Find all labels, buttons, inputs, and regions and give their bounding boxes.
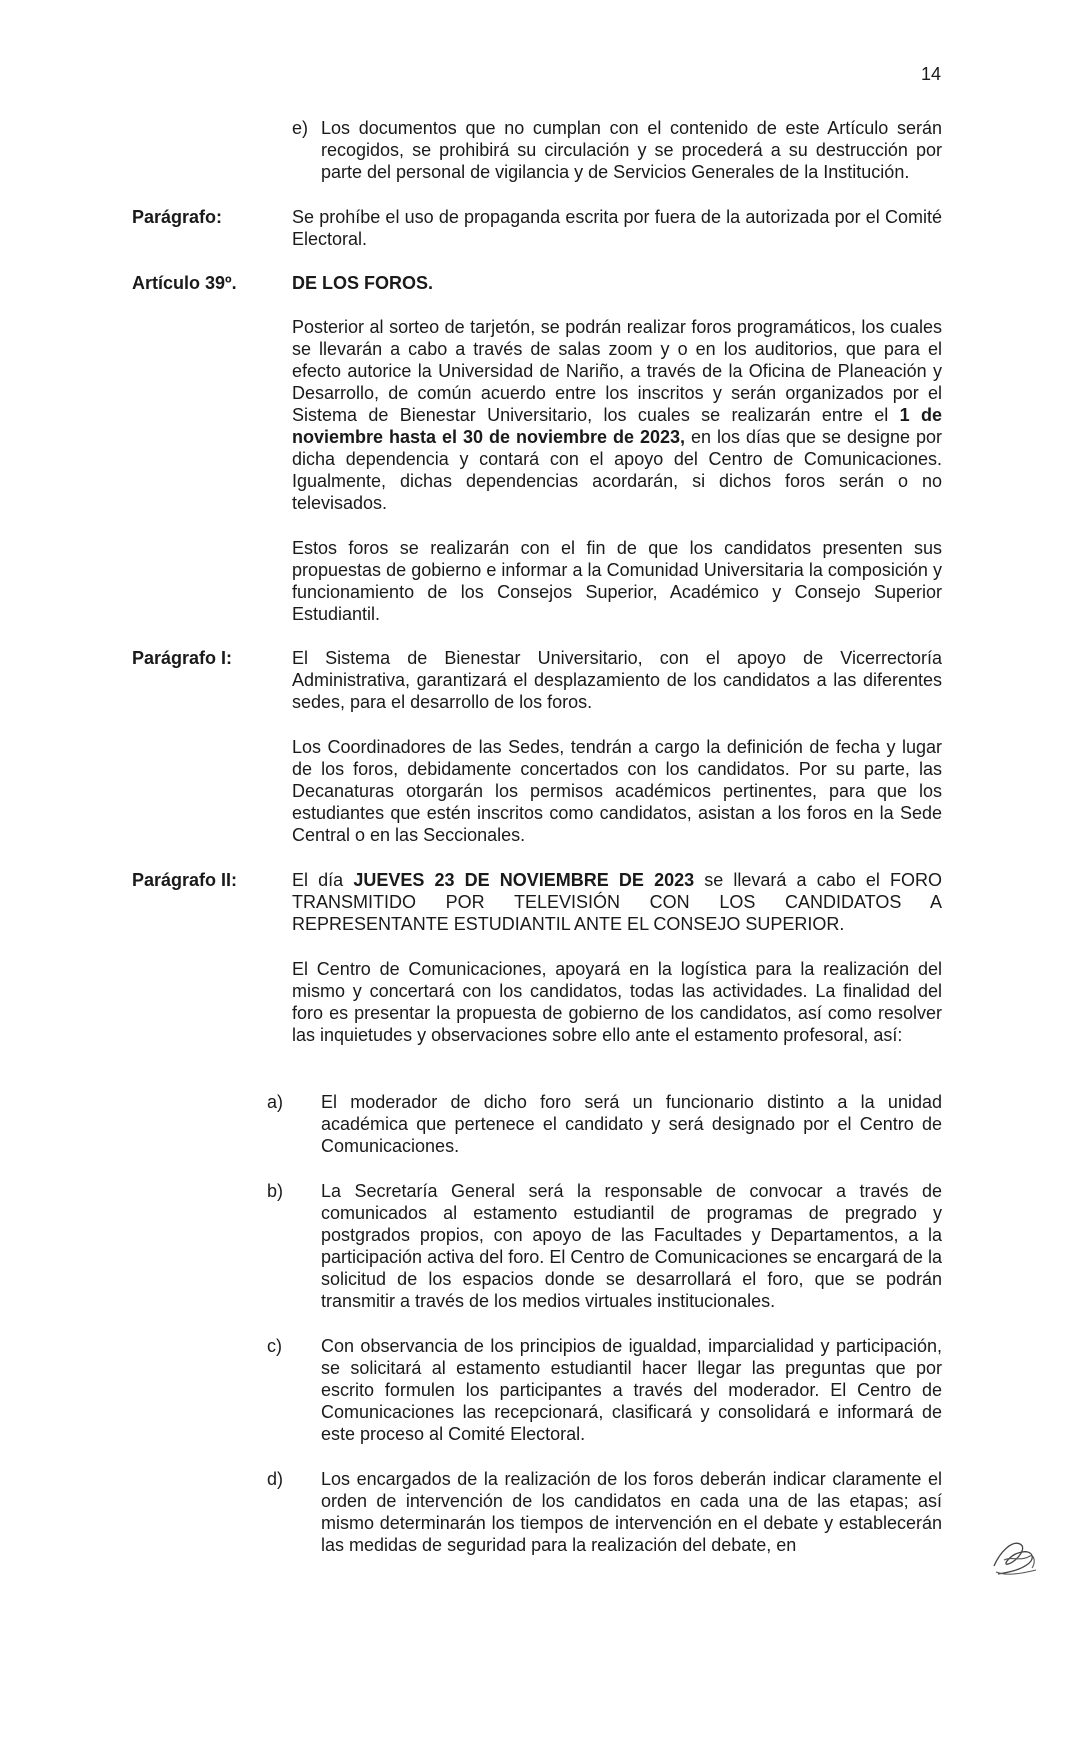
list-item-b-text: La Secretaría General será la responsable de convocar a través de comunicados al estamento estudiantil de programas de pregrado y postgrados propios, con apoyo de las Facultades y Departamentos, a la participación activa del foro. El Centro de Comunicaciones se encargará de la solicitud de los espacios donde se desarrollará el foro, que se podrán transmitir a través de los medios virtuales institucionales.	[321, 1181, 942, 1311]
page-number: 14	[920, 64, 941, 84]
articulo-39-paragraph-1	[292, 316, 942, 514]
articulo-39-p1-part-b: en los días que se designe por dicha dependencia y contará con el apoyo del Centro de Comunicaciones. Igualmente, dichas dependencias acordarán, si dichos foros serán o no televisados.	[292, 427, 942, 513]
paragrafo-II-paragraph-2: El Centro de Comunicaciones, apoyará en la logística para la realización del mismo y concertará con los candidatos, todas las actividades. La finalidad del foro es presentar la propuesta de gobierno de los candidatos, así como resolver las inquietudes y observaciones sobre ello ante el estamento profesoral, así:	[292, 959, 942, 1045]
list-marker-b: b)	[267, 1181, 284, 1201]
paragrafo-I-paragraph-1: El Sistema de Bienestar Universitario, con el apoyo de Vicerrectoría Administrativa, garantizará el desplazamiento de los candidatos a las diferentes sedes, para el desarrollo de los foros.	[292, 648, 942, 712]
paragrafo-I-label: Parágrafo I:	[132, 648, 233, 668]
list-marker-a: a)	[267, 1092, 284, 1112]
paragrafo-I-paragraph-2: Los Coordinadores de las Sedes, tendrán a cargo la definición de fecha y lugar de los foros, debidamente concertados con los candidatos. Por su parte, las Decanaturas otorgarán los permisos académicos pertinentes, para que los estudiantes que estén inscritos como candidatos, asistan a los foros en la Sede Central o en las Seccionales.	[292, 737, 942, 845]
paragrafo-II-p1-part-b: se llevará a cabo el FORO TRANSMITIDO POR TELEVISIÓN CON LOS CANDIDATOS A REPRESENTANTE ESTUDIANTIL ANTE EL CONSEJO SUPERIOR.	[292, 870, 943, 934]
articulo-39-p1-part-a: Posterior al sorteo de tarjetón, se podrán realizar foros programáticos, los cuales se llevarán a cabo a través de salas zoom y o en los auditorios, que para el efecto autorice la Universidad de Nariño, a través de la Oficina de Planeación y Desarrollo, de común acuerdo entre los inscritos y serán organizados por el Sistema de Bienestar Universitario, los cuales se realizarán entre el	[292, 317, 942, 425]
list-marker-e: e)	[292, 118, 309, 138]
list-item-c-text: Con observancia de los principios de igualdad, imparcialidad y participación, se solicitará al estamento estudiantil hacer llegar las preguntas que por escrito formulen los participantes a través del moderador. El Centro de Comunicaciones las recepcionará, clasificará y consolidará e informará de este proceso al Comité Electoral.	[321, 1336, 942, 1444]
list-item-d-text: Los encargados de la realización de los foros deberán indicar claramente el orden de intervención de los candidatos en cada una de las etapas; así mismo determinarán los tiempos de intervención en el debate y establecerán las medidas de seguridad para la realización del debate, en	[321, 1469, 942, 1555]
paragrafo-label: Parágrafo:	[132, 207, 223, 227]
paragrafo-II-p1-date: JUEVES 23 DE NOVIEMBRE DE 2023	[353, 870, 695, 890]
paragrafo-text: Se prohíbe el uso de propaganda escrita por fuera de la autorizada por el Comité Electoral.	[292, 207, 942, 249]
articulo-39-paragraph-2: Estos foros se realizarán con el fin de que los candidatos presenten sus propuestas de gobierno e informar a la Comunidad Universitaria la composición y funcionamiento de los Consejos Superior, Académico y Consejo Superior Estudiantil.	[292, 538, 942, 624]
paragrafo-II-label: Parágrafo II:	[132, 870, 238, 890]
paragrafo-II-paragraph-1	[292, 869, 942, 935]
articulo-39-heading: DE LOS FOROS.	[292, 273, 434, 293]
signature-initials-icon	[990, 1532, 1040, 1580]
list-marker-d: d)	[267, 1469, 284, 1489]
list-item-a-text: El moderador de dicho foro será un funcionario distinto a la unidad académica que pertenece el candidato y será designado por el Centro de Comunicaciones.	[321, 1092, 942, 1156]
articulo-39-label: Artículo 39º.	[132, 273, 237, 293]
list-marker-c: c)	[267, 1336, 282, 1356]
paragrafo-II-p1-part-a: El día	[292, 870, 354, 890]
list-item-e-text: Los documentos que no cumplan con el contenido de este Artículo serán recogidos, se prohibirá su circulación y se procederá a su destrucción por parte del personal de vigilancia y de Servicios Generales de la Institución.	[321, 118, 942, 182]
articulo-39-p1-dates: 1 de noviembre hasta el 30 de noviembre de 2023,	[292, 405, 942, 447]
